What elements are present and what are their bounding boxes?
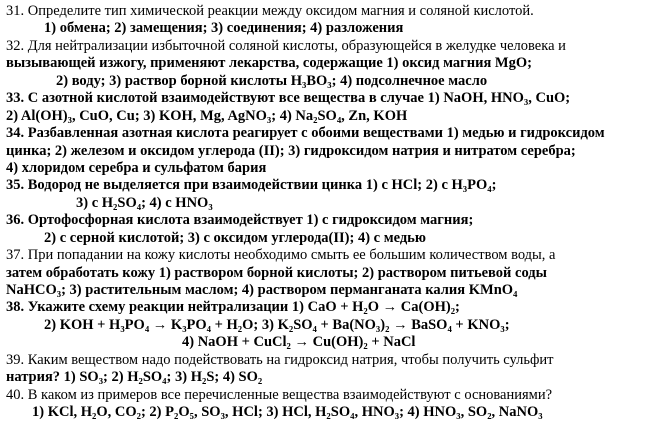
- question-33-options: 2) Al(OH)₃, CuO, Cu; 3) KOH, Mg, AgNO₃; 4) Na₂SO₄, Zn, KOH: [6, 107, 408, 124]
- question-31-options: 1) обмена; 2) замещения; 3) соединения; 4) разложения: [44, 20, 404, 37]
- question-33: 33. С азотной кислотой взаимодействуют все вещества в случае 1) NaOH, HNO₃, CuO;: [6, 90, 571, 107]
- question-36: 36. Ортофосфорная кислота взаимодействует 1) с гидроксидом магния;: [6, 212, 474, 229]
- question-35: 35. Водород не выделяется при взаимодействии цинка 1) с HCl; 2) с H₃PO₄;: [6, 177, 497, 194]
- question-37-options-cont: NaHCO₃; 3) растительным маслом; 4) раствором перманганата калия KMnO₄: [6, 282, 518, 298]
- question-40: 40. В каком из примеров все перечисленные вещества взаимодействуют с основаниями?: [6, 386, 553, 403]
- question-34: 34. Разбавленная азотная кислота реагирует с обоими веществами 1) медью и гидроксидом: [6, 125, 605, 142]
- question-31: 31. Определите тип химической реакции между оксидом магния и соляной кислотой.: [6, 3, 534, 19]
- question-34-options-cont: 4) хлоридом серебра и сульфатом бария: [6, 159, 267, 176]
- question-32: 32. Для нейтрализации избыточной соляной кислоты, образующейся в желудке человека и: [6, 37, 566, 54]
- question-38: 38. Укажите схему реакции нейтрализации 1) CaO + H₂O → Ca(OH)₂;: [6, 299, 460, 316]
- question-36-options: 2) с серной кислотой; 3) с оксидом углерода(II); 4) с медью: [44, 229, 426, 246]
- question-38-options: 2) KOH + H₃PO₄ → K₃PO₄ + H₂O; 3) K₂SO₄ + Ba(NO₃)₂ → BaSO₄ + KNO₃;: [44, 316, 510, 333]
- question-37-options: затем обработать кожу 1) раствором борной кислоты; 2) раствором питьевой соды: [6, 264, 547, 281]
- question-40-options: 1) KCl, H₂O, CO₂; 2) P₂O₅, SO₃, HCl; 3) HCl, H₂SO₄, HNO₃; 4) HNO₃, SO₂, NaNO₃: [32, 404, 543, 421]
- question-32-cont: вызывающей изжогу, применяют лекарства, содержащие 1) оксид магния MgO;: [6, 55, 532, 72]
- question-39: 39. Каким веществом надо подействовать на гидроксид натрия, чтобы получить сульфит: [6, 351, 554, 368]
- question-37: 37. При попадании на кожу кислоты необходимо смыть ее большим количеством воды, а: [6, 247, 556, 264]
- question-35-options: 3) с H₂SO₄; 4) с HNO₃: [76, 194, 213, 211]
- question-32-options: 2) воду; 3) раствор борной кислоты H₃BO₃; 4) подсолнечное масло: [56, 72, 488, 89]
- question-38-options-cont: 4) NaOH + CuCl₂ → Cu(OH)₂ + NaCl: [182, 334, 416, 351]
- question-34-options: цинка; 2) железом и оксидом углерода (II); 3) гидроксидом натрия и нитратом серебра;: [6, 142, 576, 159]
- question-39-options: натрия? 1) SO₃; 2) H₂SO₄; 3) H₂S; 4) SO₂: [6, 369, 263, 386]
